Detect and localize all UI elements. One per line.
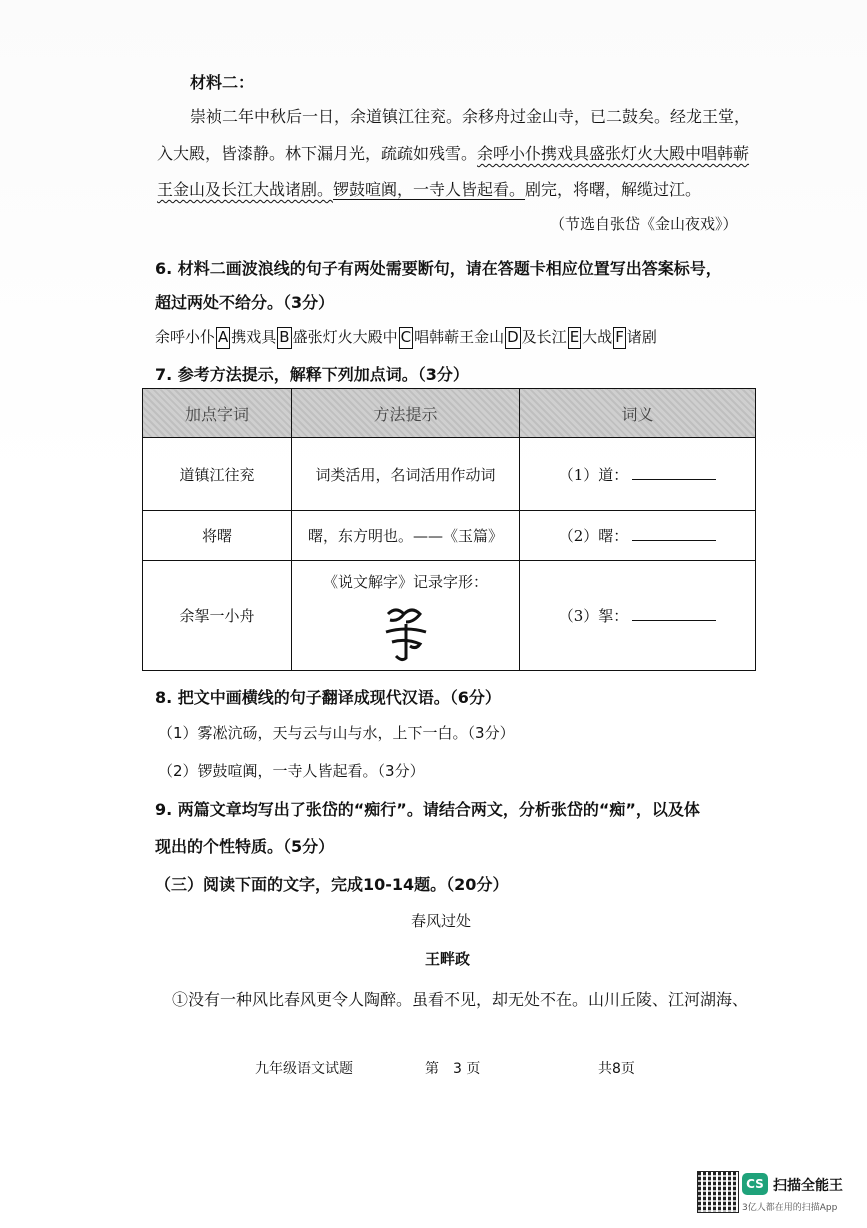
vocab-meaning xyxy=(520,511,756,561)
answer-blank[interactable] xyxy=(632,465,716,480)
vocab-hint: 曙，东方明也。——《玉篇》 xyxy=(292,511,520,561)
q6-mark-c: C xyxy=(399,327,413,349)
meaning-label: （1）道： xyxy=(558,465,629,484)
underlined-sentence: 锣鼓喧阗，一寺人皆起看。 xyxy=(333,180,526,199)
seal-script-glyph-image xyxy=(376,600,436,664)
q7-title: 7. 参考方法提示，解释下列加点词。（3分） xyxy=(155,365,469,384)
q6-line-2: 超过两处不给分。（3分） xyxy=(155,293,335,312)
q6-segment: 及长江 xyxy=(521,328,567,346)
q6-sentence xyxy=(155,326,657,349)
vocab-row xyxy=(143,511,756,561)
vocab-table xyxy=(142,388,756,671)
q6-segment: 盛张灯火大殿中 xyxy=(292,328,398,346)
header-word: 加点字词 xyxy=(143,389,292,438)
footer-total-pages: 共8页 xyxy=(598,1061,635,1077)
header-hint: 方法提示 xyxy=(292,389,520,438)
vocab-word: 余挐一小舟 xyxy=(143,561,292,671)
material-line-1: 崇祯二年中秋后一日，余道镇江往兖。余移舟过金山寺，已二鼓矣。经龙王堂， xyxy=(190,107,751,126)
vocab-hint-cell xyxy=(292,561,520,671)
watermark-tagline: 3亿人都在用的扫描App xyxy=(742,1203,838,1213)
q9-line-1: 9. 两篇文章均写出了张岱的“痴行”。请结合两文，分析张岱的“痴”，以及体 xyxy=(155,800,700,819)
vocab-header-row xyxy=(143,389,756,438)
vocab-meaning xyxy=(520,561,756,671)
vocab-meaning xyxy=(520,438,756,511)
q8-item-1: （1）雾凇沆砀，天与云与山与水，上下一白。（3分） xyxy=(158,724,515,742)
footer-page-number: 第 3 页 xyxy=(425,1061,481,1077)
q6-line-1: 6. 材料二画波浪线的句子有两处需要断句，请在答题卡相应位置写出答案标号， xyxy=(155,259,722,278)
q6-segment: 余呼小仆 xyxy=(155,328,216,346)
q6-mark-e: E xyxy=(568,327,581,349)
vocab-word: 将曙 xyxy=(143,511,292,561)
material-heading: 材料二： xyxy=(190,73,255,92)
vocab-hint: 《说文解字》记录字形： xyxy=(322,573,488,591)
vocab-row xyxy=(143,561,756,671)
q9-line-2: 现出的个性特质。（5分） xyxy=(155,837,335,856)
header-meaning: 词义 xyxy=(520,389,756,438)
vocab-row xyxy=(143,438,756,511)
q6-segment: 唱韩蕲王金山 xyxy=(414,328,505,346)
answer-blank[interactable] xyxy=(632,526,716,541)
q8-title: 8. 把文中画横线的句子翻译成现代汉语。（6分） xyxy=(155,688,501,707)
watermark-brand: 扫描全能王 xyxy=(773,1178,843,1194)
answer-blank[interactable] xyxy=(632,606,716,621)
q6-segment: 诸剧 xyxy=(626,328,657,346)
essay-paragraph-1: ①没有一种风比春风更令人陶醉。虽看不见，却无处不在。山川丘陵、江河湖海、 xyxy=(172,990,749,1009)
material-line-2-text: 入大殿，皆漆静。林下漏月光，疏疏如残雪。 xyxy=(157,144,478,163)
qr-code-image xyxy=(697,1171,739,1213)
q8-item-2: （2）锣鼓喧阗，一寺人皆起看。（3分） xyxy=(158,762,425,780)
vocab-hint: 词类活用，名词活用作动词 xyxy=(292,438,520,511)
material-source: （节选自张岱《金山夜戏》） xyxy=(550,215,738,233)
essay-author: 王畔政 xyxy=(425,950,471,968)
material-line-3 xyxy=(157,177,701,200)
material-line-2 xyxy=(157,141,749,164)
meaning-label: （2）曙： xyxy=(558,527,629,545)
q6-segment: 携戏具 xyxy=(231,328,277,346)
section3-title: （三）阅读下面的文字，完成10-14题。（20分） xyxy=(155,875,509,894)
wavy-sentence-part2: 王金山及长江大战诸剧。 xyxy=(157,180,334,199)
meaning-label: （3）挐： xyxy=(558,607,629,625)
wavy-sentence-part1: 余呼小仆携戏具盛张灯火大殿中唱韩蕲 xyxy=(477,144,750,163)
q6-mark-d: D xyxy=(505,327,521,349)
vocab-word: 道镇江往兖 xyxy=(143,438,292,511)
essay-title: 春风过处 xyxy=(411,912,472,930)
footer-exam-name: 九年级语文试题 xyxy=(255,1061,353,1077)
q6-segment: 大战 xyxy=(582,328,613,346)
q6-mark-a: A xyxy=(216,327,230,349)
material-line-3-tail: 剧完，将曙，解缆过江。 xyxy=(525,180,702,199)
q6-mark-f: F xyxy=(613,327,626,349)
camscanner-logo: CS xyxy=(742,1173,768,1195)
q6-mark-b: B xyxy=(277,327,291,349)
